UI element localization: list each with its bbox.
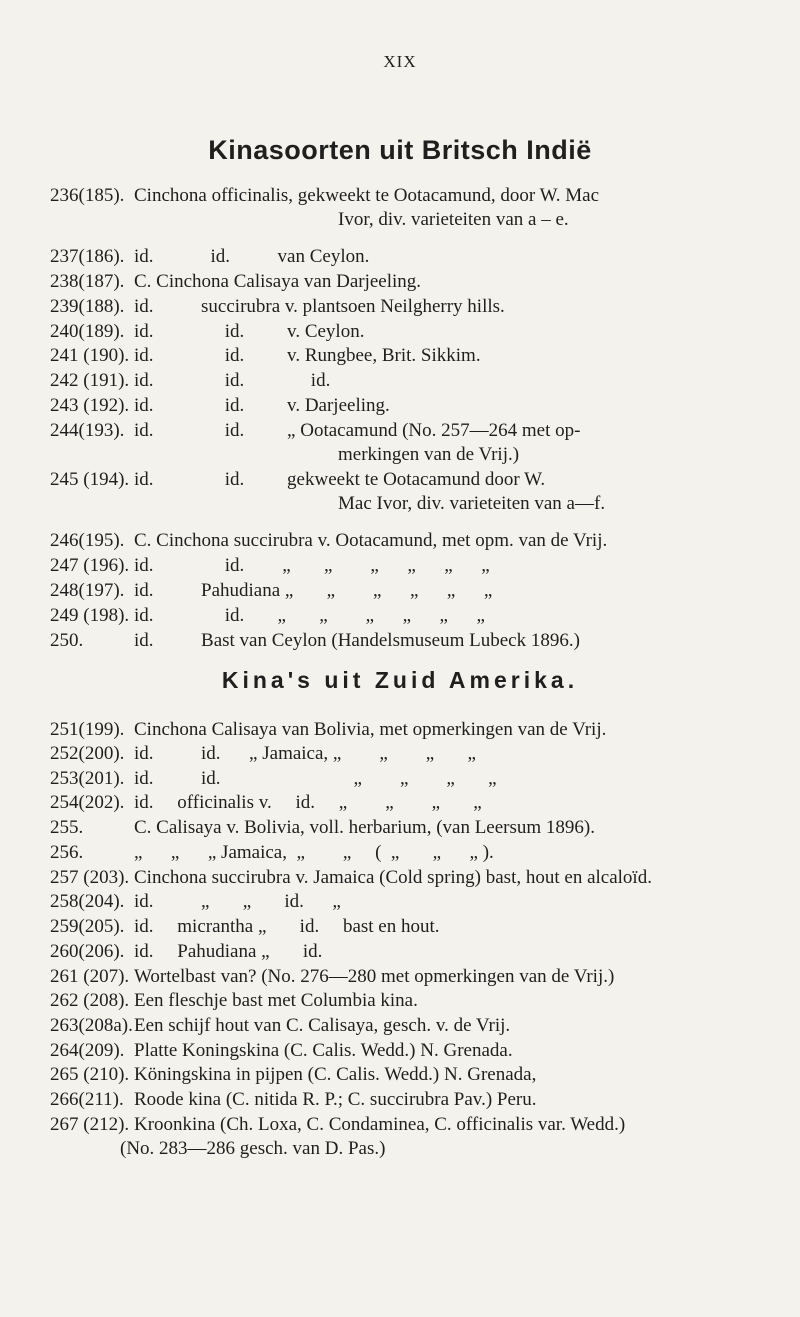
entry-number: 250. [50,630,84,651]
entry-number: 258(204). [50,891,125,912]
entry-number: 257 (203). [50,867,130,888]
entry-description: Wortelbast van? (No. 276—280 met opmerkingen van de Vrij.) [134,966,615,987]
entry-number: 263(208a). [50,1015,133,1036]
entry-number: 253(201). [50,768,125,789]
entry-description: id. id. „ Ootacamund (No. 257—264 met op- [134,420,581,441]
entry-number: 265 (210). [50,1064,130,1085]
entry-number: 251(199). [50,719,125,740]
entry-description-continued: merkingen van de Vrij.) [338,444,520,465]
entry-description: id. Pahudiana „ id. [134,941,323,962]
entry-number: 237(186). [50,246,125,267]
section-title-south-america: Kina's uit Zuid Amerika. [221,667,579,693]
entry-description: „ „ „ Jamaica, „ „ ( „ „ „ ). [134,842,494,863]
entry-number: 256. [50,842,84,863]
entry-number: 260(206). [50,941,125,962]
entry-number: 264(209). [50,1040,125,1061]
entry-description: Cinchona succirubra v. Jamaica (Cold spring) bast, hout en alcaloïd. [134,867,652,888]
entry-description: Roode kina (C. nitida R. P.; C. succirubra Pav.) Peru. [134,1089,537,1110]
entry-description: id. id. van Ceylon. [134,246,370,267]
entry-description: Kroonkina (Ch. Loxa, C. Condaminea, C. officinalis var. Wedd.) [134,1114,626,1135]
page-number: XIX [383,52,417,71]
entry-description: Köningskina in pijpen (C. Calis. Wedd.) N. Grenada, [134,1064,537,1085]
entry-number: 255. [50,817,84,838]
entry-description: id. id. „ Jamaica, „ „ „ „ [134,743,476,764]
entry-description: id. id. id. [134,370,331,391]
entry-number: 266(211). [50,1089,124,1110]
entry-description: id. officinalis v. id. „ „ „ „ [134,792,482,813]
entry-description-continued: Ivor, div. varieteiten van a – e. [338,209,569,230]
entry-number: 248(197). [50,580,125,601]
entry-number: 267 (212). [50,1114,130,1135]
entry-number: 241 (190). [50,345,130,366]
entry-description: C. Cinchona Calisaya van Darjeeling. [134,271,422,292]
entry-number: 262 (208). [50,990,130,1011]
entry-description: id. id. v. Rungbee, Brit. Sikkim. [134,345,481,366]
entry-description: Platte Koningskina (C. Calis. Wedd.) N. Grenada. [134,1040,513,1061]
entry-description: id. Bast van Ceylon (Handelsmuseum Lubeck 1896.) [134,630,580,651]
entry-number: 252(200). [50,743,125,764]
entry-description: id. „ „ id. „ [134,891,341,912]
entry-number: 261 (207). [50,966,130,987]
entry-description: id. id. „ „ „ „ [134,768,497,789]
entry-number: 259(205). [50,916,125,937]
entry-description-continued: (No. 283—286 gesch. van D. Pas.) [120,1138,386,1159]
section-title-british-india: Kinasoorten uit Britsch Indië [208,135,592,165]
entry-number: 244(193). [50,420,125,441]
entry-description: id. id. „ „ „ „ „ „ [134,605,485,626]
entry-description-continued: Mac Ivor, div. varieteiten van a—f. [338,493,606,514]
entry-number: 242 (191). [50,370,130,391]
entry-description: C. Cinchona succirubra v. Ootacamund, met opm. van de Vrij. [134,530,608,551]
entry-description: Cinchona Calisaya van Bolivia, met opmerkingen van de Vrij. [134,719,607,740]
entry-description: id. Pahudiana „ „ „ „ „ „ [134,580,493,601]
entry-number: 238(187). [50,271,125,292]
entry-number: 236(185). [50,185,125,206]
entry-number: 245 (194). [50,469,130,490]
entry-number: 240(189). [50,321,125,342]
entry-description: id. micrantha „ id. bast en hout. [134,916,440,937]
entry-number: 247 (196). [50,555,130,576]
entry-number: 243 (192). [50,395,130,416]
entry-number: 239(188). [50,296,125,317]
entry-description: Cinchona officinalis, gekweekt te Ootacamund, door W. Mac [134,185,600,206]
entry-description: id. id. v. Ceylon. [134,321,365,342]
entry-description: id. id. gekweekt te Ootacamund door W. [134,469,546,490]
entry-number: 254(202). [50,792,125,813]
entry-description: Een schijf hout van C. Calisaya, gesch. v. de Vrij. [134,1015,511,1036]
entry-description: C. Calisaya v. Bolivia, voll. herbarium, (van Leersum 1896). [134,817,596,838]
entry-number: 249 (198). [50,605,130,626]
entry-number: 246(195). [50,530,125,551]
entry-description: id. id. v. Darjeeling. [134,395,390,416]
entry-description: id. id. „ „ „ „ „ „ [134,555,490,576]
entry-description: id. succirubra v. plantsoen Neilgherry hills. [134,296,505,317]
entry-description: Een fleschje bast met Columbia kina. [134,990,418,1011]
